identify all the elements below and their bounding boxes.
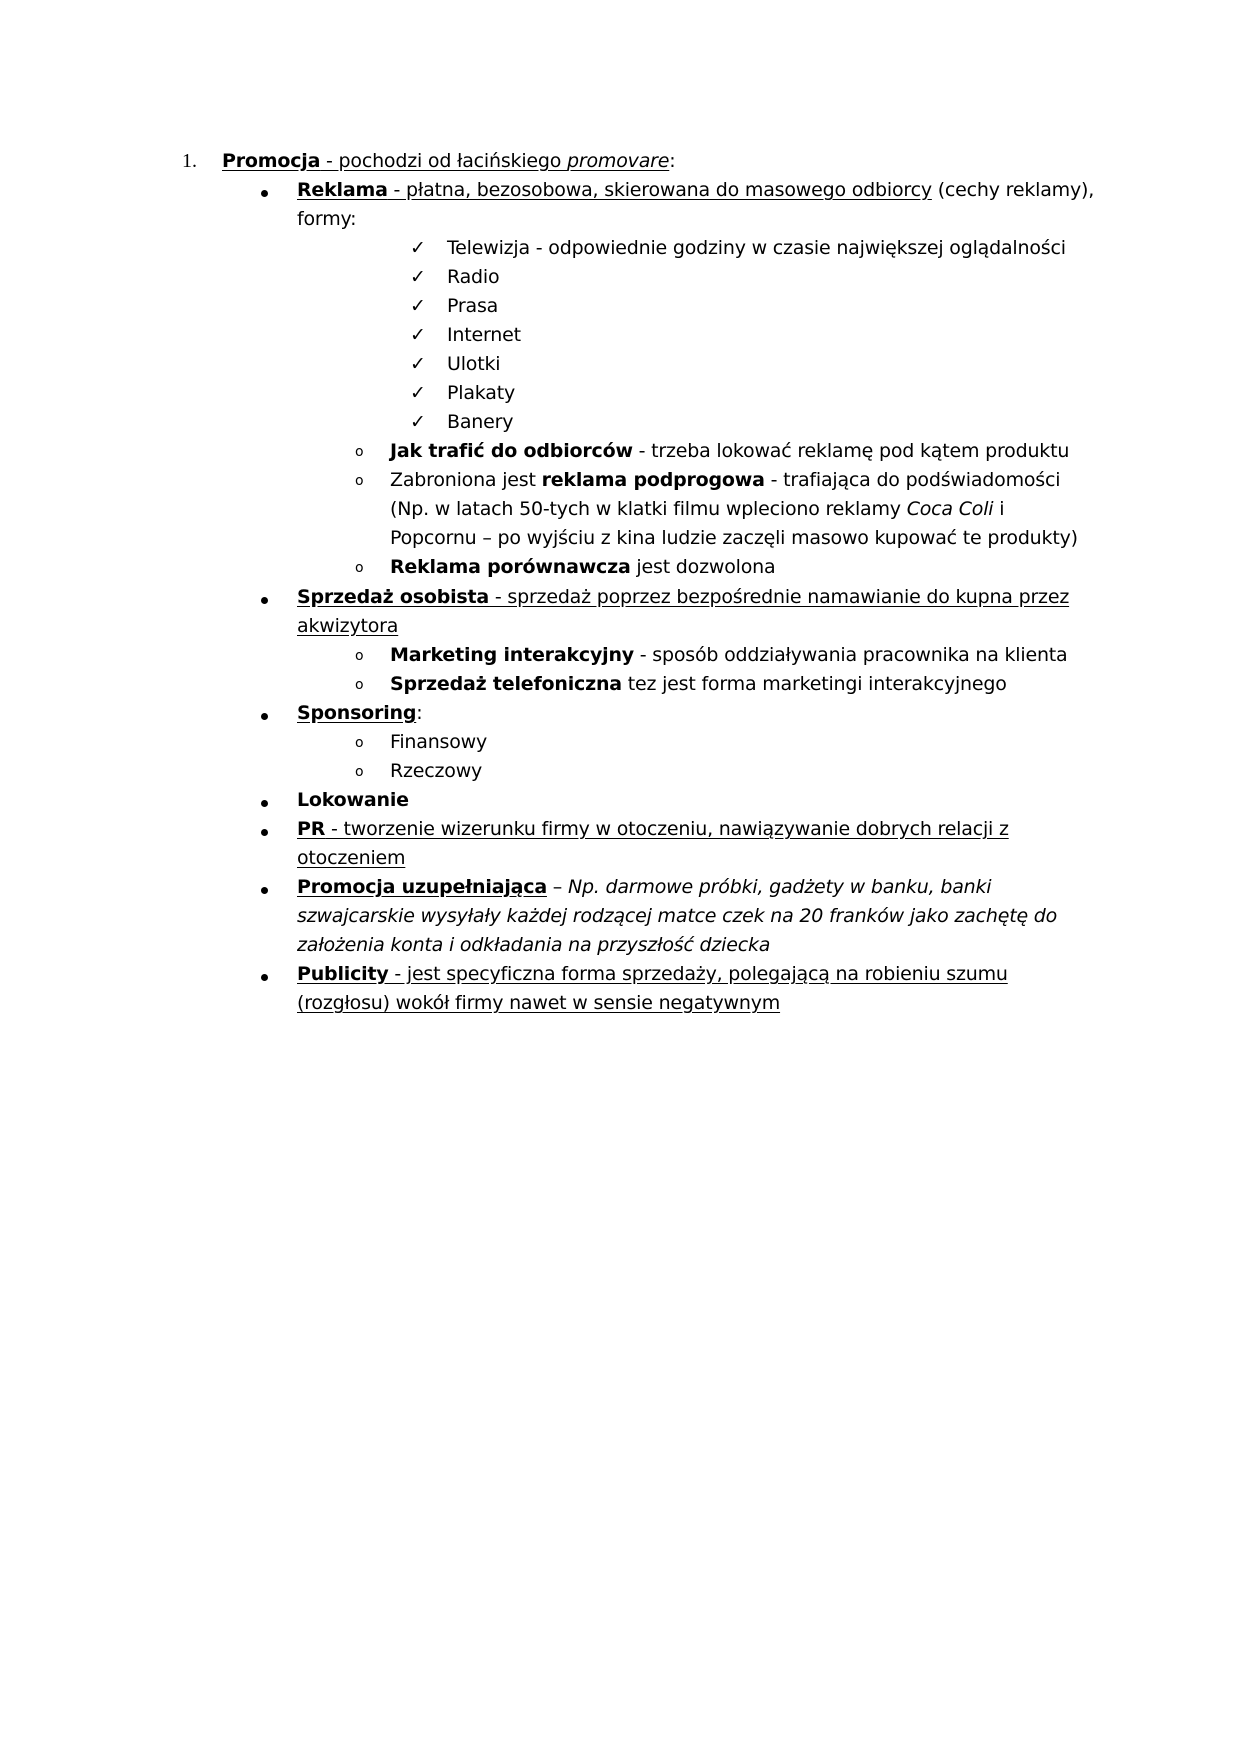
- term-sprzedaz-telefoniczna: Sprzedaż telefoniczna: [390, 673, 622, 695]
- circle-bullet-icon: o: [355, 560, 364, 576]
- porownawcza-desc: jest dozwolona: [630, 556, 776, 578]
- uzup-dash: –: [546, 876, 568, 898]
- term-sponsoring: Sponsoring: [297, 702, 417, 724]
- coca-coli: Coca Coli: [906, 498, 994, 520]
- podprogowa-line-1: [390, 466, 1060, 495]
- pr-line-2: otoczeniem: [297, 847, 406, 869]
- term-reklama: Reklama: [297, 179, 388, 201]
- uzup-text: Np. darmowe próbki, gadżety w banku, banki: [567, 876, 992, 898]
- term-lokowanie: Lokowanie: [297, 789, 409, 811]
- circle-bullet-icon: o: [355, 764, 364, 780]
- pr-desc: - tworzenie wizerunku firmy w otoczeniu, nawiązywanie dobrych relacji z: [325, 818, 1009, 840]
- form-item: Internet: [447, 324, 521, 346]
- bullet-icon: [261, 800, 268, 807]
- checkmark-icon: ✓: [410, 324, 426, 346]
- checkmark-icon: ✓: [410, 382, 426, 404]
- form-item: Telewizja - odpowiednie godziny w czasie największej oglądalności: [447, 237, 1066, 259]
- list-number: 1.: [182, 150, 197, 172]
- telefoniczna-desc: tez jest forma marketingi interakcyjnego: [621, 673, 1007, 695]
- promocja-desc: - pochodzi od łacińskiego: [320, 150, 568, 172]
- colon: :: [669, 150, 676, 172]
- colon: :: [416, 702, 423, 724]
- term-promocja: Promocja: [222, 150, 321, 172]
- term-promocja-uzupelniajaca: Promocja uzupełniająca: [297, 876, 547, 898]
- circle-bullet-icon: o: [355, 735, 364, 751]
- checkmark-icon: ✓: [410, 237, 426, 259]
- form-item: Radio: [447, 266, 500, 288]
- uzupelniajaca-line-3: założenia konta i odkładania na przyszłość dziecka: [297, 934, 771, 956]
- podprogowa-line-3: Popcornu – po wyjściu z kina ludzie zaczęli masowo kupować te produkty): [390, 527, 1078, 549]
- form-item: Plakaty: [447, 382, 515, 404]
- circle-bullet-icon: o: [355, 473, 364, 489]
- sponsoring-line: [297, 699, 422, 728]
- podprogowa-text: (Np. w latach 50-tych w klatki filmu wpleciono reklamy: [390, 498, 907, 520]
- uzupelniajaca-line-2: szwajcarskie wysyłały każdej rodzącej matce czek na 20 franków jako zachętę do: [297, 905, 1058, 927]
- podprogowa-line-2: [390, 495, 1004, 524]
- bullet-icon: [261, 974, 268, 981]
- jak-trafic-desc: - trzeba lokować reklamę pod kątem produktu: [632, 440, 1070, 462]
- publicity-line-1: [297, 960, 1008, 989]
- circle-bullet-icon: o: [355, 648, 364, 664]
- publicity-desc: - jest specyficzna forma sprzedaży, polegającą na robieniu szumu: [388, 963, 1008, 985]
- term-jak-trafic: Jak trafić do odbiorców: [390, 440, 633, 462]
- reklama-line: [297, 176, 1094, 205]
- promocja-line: [222, 147, 675, 176]
- circle-bullet-icon: o: [355, 677, 364, 693]
- term-reklama-porownawcza: Reklama porównawcza: [390, 556, 631, 578]
- form-item: Banery: [447, 411, 514, 433]
- sprzedaz-desc: - sprzedaż poprzez bezpośrednie namawianie do kupna przez: [489, 586, 1070, 608]
- podprogowa-text-end: i: [993, 498, 1005, 520]
- telefoniczna-line: [390, 670, 1007, 699]
- circle-bullet-icon: o: [355, 444, 364, 460]
- reklama-desc: - płatna, bezosobowa, skierowana do masowego odbiorcy: [387, 179, 932, 201]
- publicity-line-2: (rozgłosu) wokół firmy nawet w sensie negatywnym: [297, 992, 781, 1014]
- jak-trafic-line: [390, 437, 1069, 466]
- term-reklama-podprogowa: reklama podprogowa: [541, 469, 765, 491]
- bullet-icon: [261, 829, 268, 836]
- term-promovare: promovare: [567, 150, 670, 172]
- marketing-line: [390, 641, 1068, 670]
- formy-line: formy:: [297, 208, 357, 230]
- bullet-icon: [261, 887, 268, 894]
- term-publicity: Publicity: [297, 963, 389, 985]
- sprzedaz-osobista-line-1: [297, 583, 1069, 612]
- marketing-desc: - sposób oddziaływania pracownika na klienta: [633, 644, 1068, 666]
- term-pr: PR: [297, 818, 326, 840]
- uzupelniajaca-line-1: [297, 873, 991, 902]
- bullet-icon: [261, 713, 268, 720]
- rzeczowy-item: Rzeczowy: [390, 760, 483, 782]
- checkmark-icon: ✓: [410, 353, 426, 375]
- checkmark-icon: ✓: [410, 295, 426, 317]
- term-marketing-interakcyjny: Marketing interakcyjny: [390, 644, 634, 666]
- term-sprzedaz-osobista: Sprzedaż osobista: [297, 586, 490, 608]
- checkmark-icon: ✓: [410, 411, 426, 433]
- sprzedaz-osobista-line-2: akwizytora: [297, 615, 399, 637]
- form-item: Prasa: [447, 295, 499, 317]
- pr-line-1: [297, 815, 1009, 844]
- podprogowa-desc: - trafiająca do podświadomości: [764, 469, 1061, 491]
- zabroniona-text: Zabroniona jest: [390, 469, 542, 491]
- bullet-icon: [261, 597, 268, 604]
- reklama-cechy: (cechy reklamy),: [931, 179, 1095, 201]
- checkmark-icon: ✓: [410, 266, 426, 288]
- finansowy-item: Finansowy: [390, 731, 488, 753]
- bullet-icon: [261, 190, 268, 197]
- form-item: Ulotki: [447, 353, 501, 375]
- porownawcza-line: [390, 553, 775, 582]
